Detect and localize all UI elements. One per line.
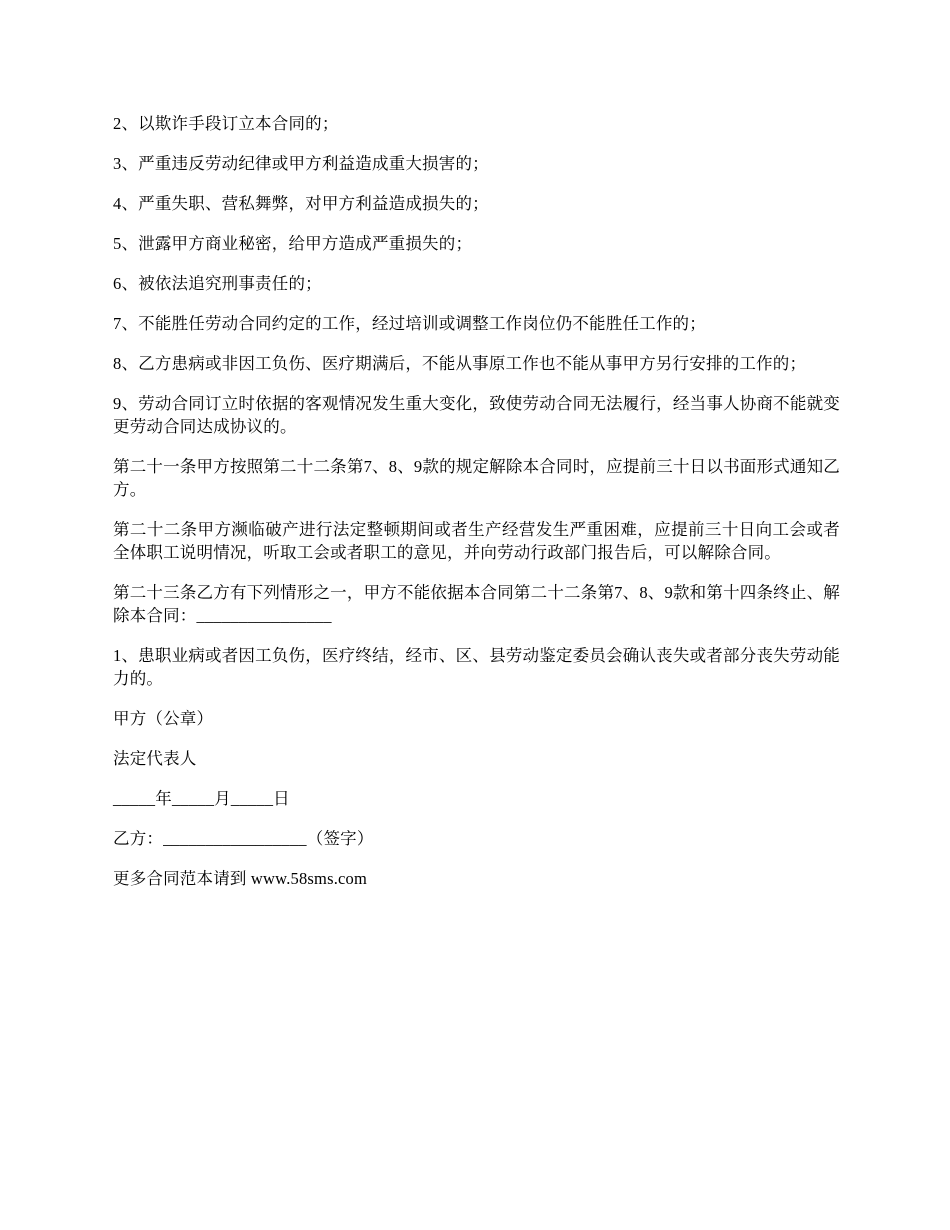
clause-3: 3、严重违反劳动纪律或甲方利益造成重大损害的； <box>113 154 489 173</box>
date-line: _____年_____月_____日 <box>113 789 290 808</box>
clause-8: 8、乙方患病或非因工负伤、医疗期满后，不能从事原工作也不能从事甲方另行安排的工作的； <box>113 354 807 373</box>
document-body <box>113 112 840 907</box>
clause-5: 5、泄露甲方商业秘密，给甲方造成严重损失的； <box>113 234 473 253</box>
clause-7: 7、不能胜任劳动合同约定的工作，经过培训或调整工作岗位仍不能胜任工作的； <box>113 314 706 333</box>
clause-2: 2、以欺诈手段订立本合同的； <box>113 114 339 133</box>
party-b-signature-line: 乙方：_________________（签字） <box>113 829 374 848</box>
article-21: 第二十一条甲方按照第二十二条第7、8、9款的规定解除本合同时，应提前三十日以书面形式通知乙方。 <box>113 457 840 499</box>
legal-representative-label: 法定代表人 <box>113 749 197 768</box>
party-a-seal-label: 甲方（公章） <box>113 709 214 728</box>
footer-more-templates: 更多合同范本请到 www.58sms.com <box>113 869 368 888</box>
article-22: 第二十二条甲方濒临破产进行法定整顿期间或者生产经营发生严重困难，应提前三十日向工会或者全体职工说明情况，听取工会或者职工的意见，并向劳动行政部门报告后，可以解除合同。 <box>113 520 840 562</box>
clause-6: 6、被依法追究刑事责任的； <box>113 274 322 293</box>
article-23: 第二十三条乙方有下列情形之一，甲方不能依据本合同第二十二条第7、8、9款和第十四条终止、解除本合同：________________ <box>113 583 840 625</box>
clause-9: 9、劳动合同订立时依据的客观情况发生重大变化，致使劳动合同无法履行，经当事人协商不能就变更劳动合同达成协议的。 <box>113 394 840 436</box>
article-23-item-1: 1、患职业病或者因工负伤，医疗终结，经市、区、县劳动鉴定委员会确认丧失或者部分丧失劳动能力的。 <box>113 646 840 688</box>
clause-4: 4、严重失职、营私舞弊，对甲方利益造成损失的； <box>113 194 489 213</box>
